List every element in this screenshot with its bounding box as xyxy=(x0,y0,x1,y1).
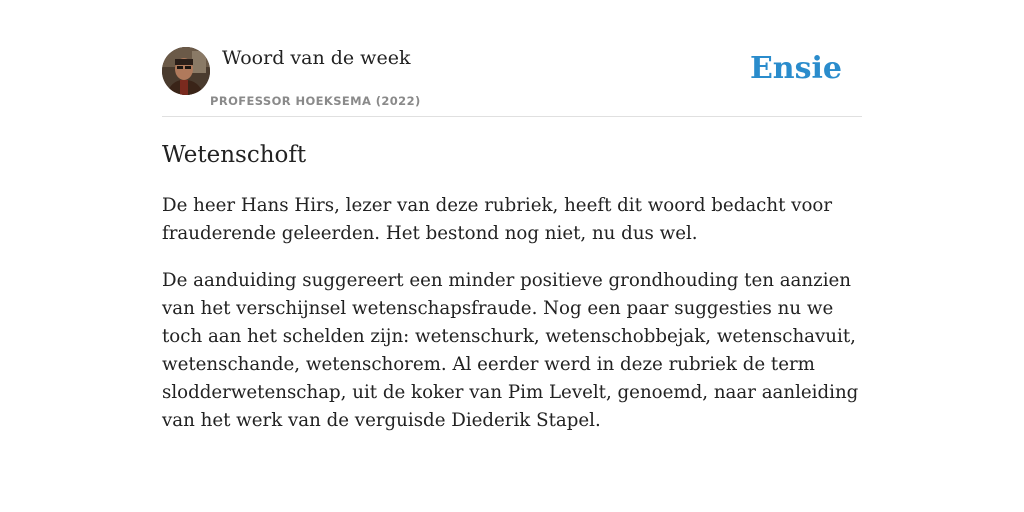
ensie-logo[interactable]: Ensie xyxy=(749,51,842,86)
author-line[interactable]: PROFESSOR HOEKSEMA (2022) xyxy=(210,94,421,108)
page-container xyxy=(162,0,862,512)
entry-paragraph: De heer Hans Hirs, lezer van deze rubriek, heeft dit woord bedacht voor frauderende geleerden. Het bestond nog niet, nu dus wel. xyxy=(162,195,833,244)
series-title[interactable]: Woord van de week xyxy=(222,47,411,69)
entry-paragraph: De aanduiding suggereert een minder positieve grondhouding ten aanzien van het verschijnsel wetenschapsfraude. Nog een paar suggesties nu we toch aan het schelden zijn: wetenschurk, wetenschobbejak, wetenschavuit, wetenschande, wetenschorem. Al eerder werd in deze rubriek de term slodderwetenschap, uit de koker van Pim Levelt, genoemd, naar aanleiding van het werk van de verguisde Diederik Stapel. xyxy=(162,270,859,431)
entry-title: Wetenschoft xyxy=(162,142,307,168)
entry-body xyxy=(162,192,862,454)
avatar-photo-icon xyxy=(162,47,210,95)
author-avatar[interactable] xyxy=(162,47,210,95)
header xyxy=(162,0,862,117)
